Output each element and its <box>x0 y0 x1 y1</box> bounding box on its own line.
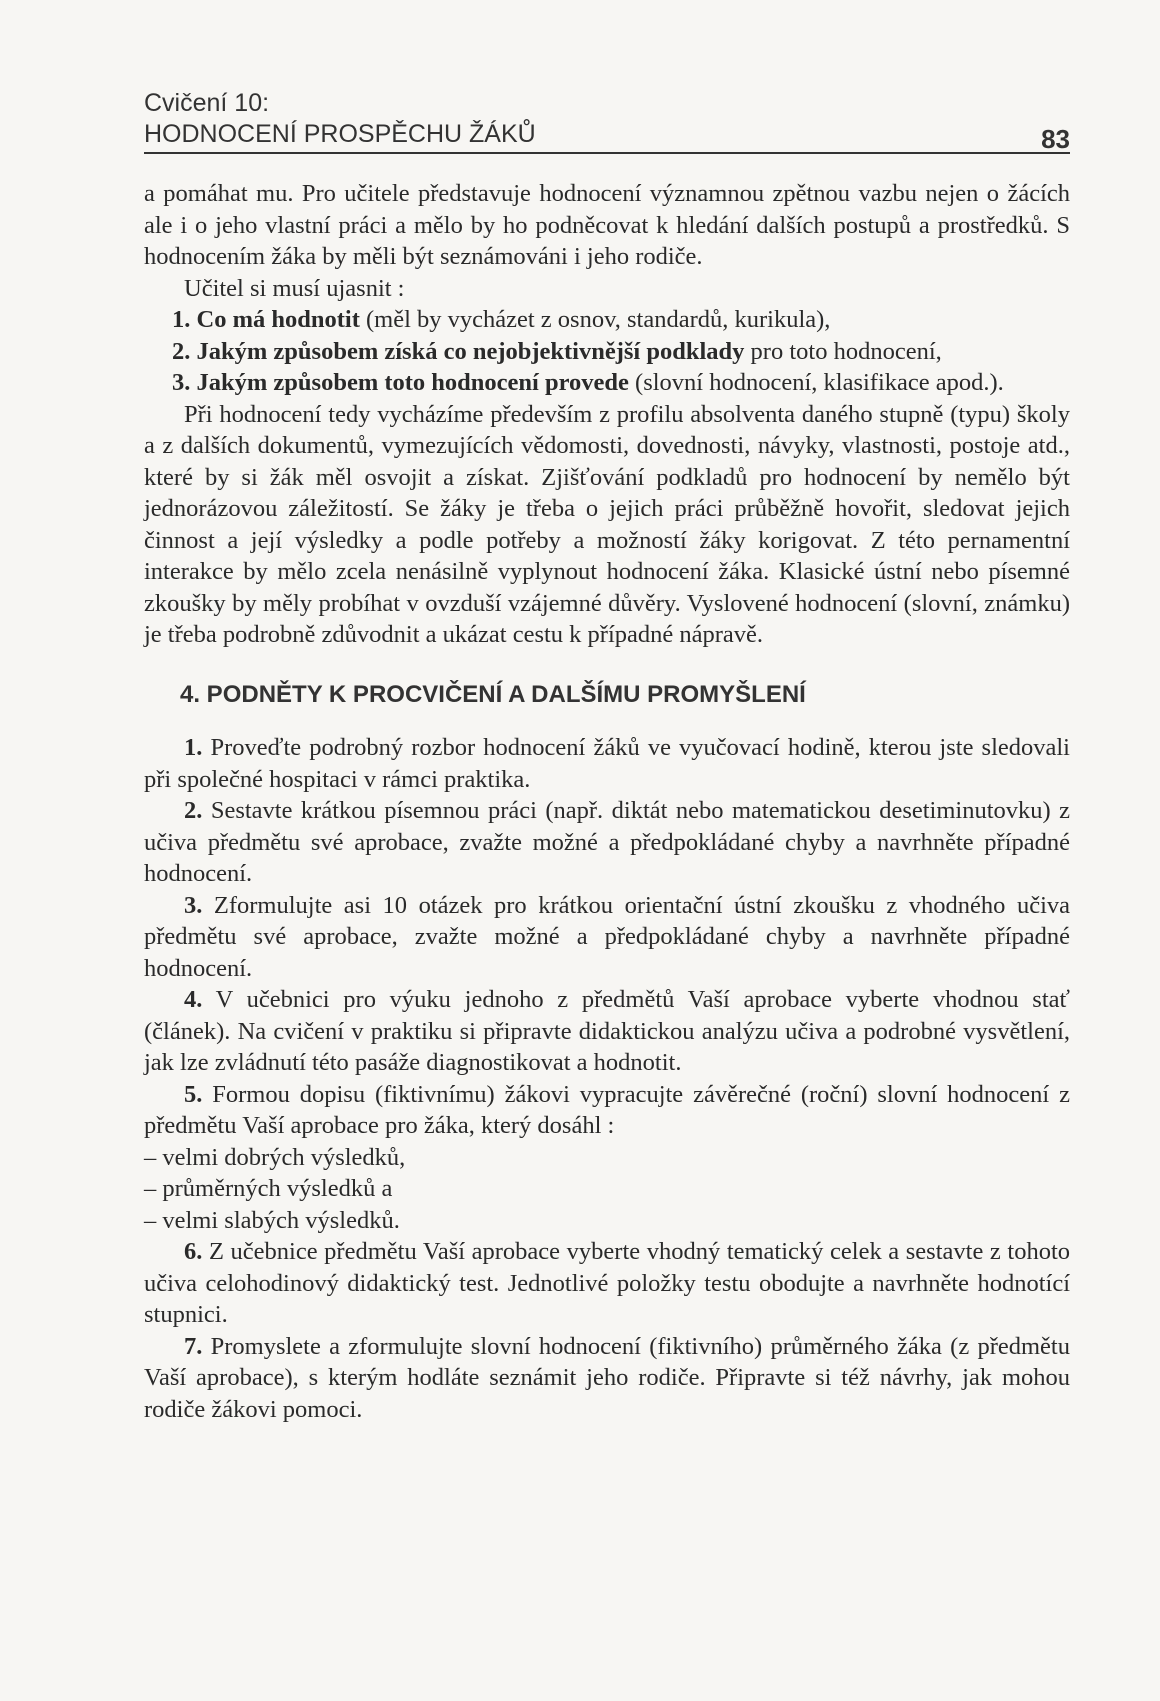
task-number: 7. <box>184 1332 203 1360</box>
task-4 <box>144 984 1070 1079</box>
chapter-title-row <box>144 119 1070 154</box>
task-number: 2. <box>184 797 203 824</box>
intro-paragraph: a pomáhat mu. Pro učitele představuje hodnocení významnou zpětnou vazbu nejen o žácích ale i o jeho vlastní práci a mělo by ho podněcovat k hledání dalších postupů a prostředků. S hodnocením žáka by měli být seznámováni i jeho rodiče. <box>144 180 1070 270</box>
task-text: Z učebnice předmětu Vaší aprobace vyberte vhodný tematický celek a sestavte z tohoto učiva celohodinový didaktický test. Jednotlivé položky testu obodujte a navrhněte hodnotící stupnici. <box>144 1238 1070 1328</box>
question-item-2 <box>144 336 1070 368</box>
question-rest: pro toto hodnocení, <box>744 337 942 365</box>
task-text: V učebnici pro výuku jednoho z předmětů Vaší aprobace vyberte vhodnou stať (článek). Na cvičení v praktiku si připravte didaktickou analýzu učiva a podrobné vysvětlení, jak lze zvládnutí této pasáže diagnostikovat a hodnotit. <box>144 986 1070 1076</box>
task-number: 1. <box>184 734 203 761</box>
question-number: 3. <box>172 369 191 396</box>
running-header <box>144 88 1070 154</box>
task-text: Proveďte podrobný rozbor hodnocení žáků ve vyučovací hodině, kterou jste sledovali při společné hospitaci v rámci praktika. <box>144 734 1070 793</box>
task-text: Formou dopisu (fiktivnímu) žákovi vypracujte závěrečné (roční) slovní hodnocení z předmětu Vaší aprobace pro žáka, který dosáhl : <box>144 1080 1070 1139</box>
task-3 <box>144 890 1070 985</box>
intro-lead: Učitel si musí ujasnit : <box>184 274 405 302</box>
section-heading: 4. PODNĚTY K PROCVIČENÍ A DALŠÍMU PROMYŠLENÍ <box>180 680 806 708</box>
page-body <box>144 178 1070 1425</box>
question-number: 1. <box>172 306 191 333</box>
assessment-paragraph: Při hodnocení tedy vycházíme především z profilu absolventa daného stupně (typu) školy a z dalších dokumentů, vymezujících vědomosti, dovednosti, návyky, vlastnosti, postoje atd., které by si žák měl osvojit a získat. Zjišťování podkladů pro hodnocení by nemělo být jednorázovou záležitostí. Se žáky je třeba o jejich práci průběžně hovořit, sledovat jejich činnost a její výsledky a podle potřeby a možností žáky korigovat. Z této pernamentní interakce by mělo zcela nenásilně vyplynout hodnocení žáka. Klasické ústní nebo písemné zkoušky by měly probíhat v ovzduší vzájemné důvěry. Vyslovené hodnocení (slovní, známku) je třeba podrobně zdůvodnit a ukázat cestu k případné nápravě. <box>144 400 1070 648</box>
question-bold: Jakým způsobem získá co nejobjektivnější podklady <box>196 337 745 365</box>
list-item: – velmi dobrých výsledků, <box>144 1143 406 1171</box>
list-item: – velmi slabých výsledků. <box>144 1206 400 1234</box>
page-number: 83 <box>1041 124 1070 154</box>
question-item-1 <box>144 304 1070 336</box>
question-bold: Co má hodnotit <box>196 306 360 333</box>
question-item-3 <box>144 367 1070 399</box>
chapter-label: Cvičení 10: <box>144 89 270 117</box>
task-number: 5. <box>184 1080 203 1108</box>
task-number: 3. <box>184 891 203 919</box>
task-2 <box>144 795 1070 890</box>
task-6 <box>144 1236 1070 1331</box>
question-bold: Jakým způsobem toto hodnocení provede <box>196 369 629 396</box>
question-rest: (měl by vycházet z osnov, standardů, kurikula), <box>359 306 831 333</box>
task-7 <box>144 1331 1070 1426</box>
question-rest: (slovní hodnocení, klasifikace apod.). <box>628 369 1004 396</box>
task-5 <box>144 1079 1070 1142</box>
chapter-title: HODNOCENÍ PROSPĚCHU ŽÁKŮ <box>144 120 536 148</box>
list-item: – průměrných výsledků a <box>144 1175 393 1202</box>
task-1 <box>144 732 1070 795</box>
question-number: 2. <box>172 337 191 365</box>
task-text: Sestavte krátkou písemnou práci (např. diktát nebo matematickou desetiminutovku) z učiva předmětu své aprobace, zvažte možné a předpokládané chyby a navrhněte případné hodnocení. <box>144 797 1070 887</box>
task-text: Promyslete a zformulujte slovní hodnocení (fiktivního) průměrného žáka (z předmětu Vaší aprobace), s kterým hodláte seznámit jeho rodiče. Připravte si též návrhy, jak mohou rodiče žákovi pomoci. <box>144 1332 1070 1423</box>
task-number: 4. <box>184 986 203 1013</box>
task-number: 6. <box>184 1238 203 1265</box>
task-text: Zformulujte asi 10 otázek pro krátkou orientační ústní zkoušku z vhodného učiva předmětu své aprobace, zvažte možné a předpokládané chyby a navrhněte případné hodnocení. <box>144 891 1070 982</box>
